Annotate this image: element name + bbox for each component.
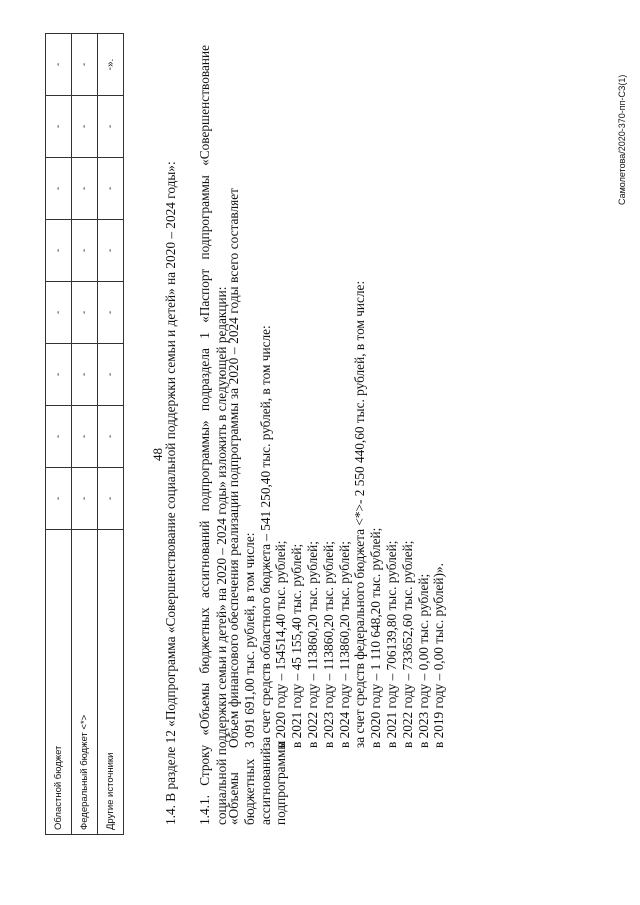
federal-budget-intro: за счет средств федерального бюджета <*>- 2 550 440,60 тыс. рублей, в том числе: [352,280,368,748]
amendment-paragraph: 1.4.1. Строку «Объемы бюджетных ассигнований подпрограммы» подраздела 1 «Паспорт подпрограммы «Совершенствование социальной поддержки семьи и детей» на 2020 – 2024 годы» изложить в следующей редакции: [197,45,229,825]
table-cell: - [46,96,72,158]
regional-budget-intro: за счет средств областного бюджета – 541 250,40 тыс. рублей, в том числе: [257,325,273,748]
table-cell: - [46,406,72,468]
list-item: в 2024 году – 113860,20 тыс. рублей; [336,541,352,748]
table-cell: - [46,344,72,406]
table-cell: - [72,468,98,530]
list-item: в 2019 году – 0,00 тыс. рублей)». [431,563,447,748]
table-row [98,34,124,835]
table-cell: - [46,468,72,530]
table-cell: - [72,344,98,406]
funding-description [226,188,447,748]
row-label: Другие источники [98,530,124,835]
list-item: в 2021 году – 45 155,40 тыс. рублей; [289,543,305,748]
table-cell: - [98,158,124,220]
list-item: в 2023 году – 113860,20 тыс. рублей; [320,541,336,748]
table-cell: - [98,344,124,406]
list-item: в 2020 году – 1 110 648,20 тыс. рублей; [368,527,384,748]
list-item: в 2022 году – 113860,20 тыс. рублей; [304,541,320,748]
table-cell: - [72,34,98,96]
list-item: в 2021 году – 706139,80 тыс. рублей; [383,540,399,748]
page-number: 48 [150,448,165,461]
table-cell: - [72,406,98,468]
list-item: в 2023 году – 0,00 тыс. рублей; [415,573,431,748]
table-cell: - [46,282,72,344]
table-cell: - [98,96,124,158]
table-cell: - [46,220,72,282]
table-cell: - [98,406,124,468]
table-cell: - [46,158,72,220]
table-row [46,34,72,835]
table-cell: - [98,220,124,282]
funding-intro: Объем финансового обеспечения реализации подпрограммы за 2020 – 2024 годы всего составляет 3 091 691,00 тыс. рублей, в том числе: [226,188,257,748]
table-cell: - [98,468,124,530]
row-label: Областной бюджет [46,530,72,835]
rotated-page [0,25,640,905]
row-label: Федеральный бюджет <*> [72,530,98,835]
table-cell: -». [98,34,124,96]
list-item: в 2022 году – 733652,60 тыс. рублей; [399,540,415,748]
budget-table [45,33,124,835]
section-paragraph: 1.4. В разделе 12 «Подпрограмма «Совершенствование социальной поддержки семьи и детей» на 2020 – 2024 годы»: [163,161,178,825]
table-cell: - [46,34,72,96]
row-heading: «Объемы бюджетных ассигнований подпрограммы [226,740,289,825]
table-cell: - [72,158,98,220]
table-cell: - [72,96,98,158]
table-row [72,34,98,835]
table-cell: - [98,282,124,344]
table-cell: - [72,220,98,282]
table-cell: - [72,282,98,344]
list-item: в 2020 году – 154514,40 тыс. рублей; [273,540,289,748]
document-code: Самолетова/2020-370-пп-СЗ(1) [617,74,627,205]
